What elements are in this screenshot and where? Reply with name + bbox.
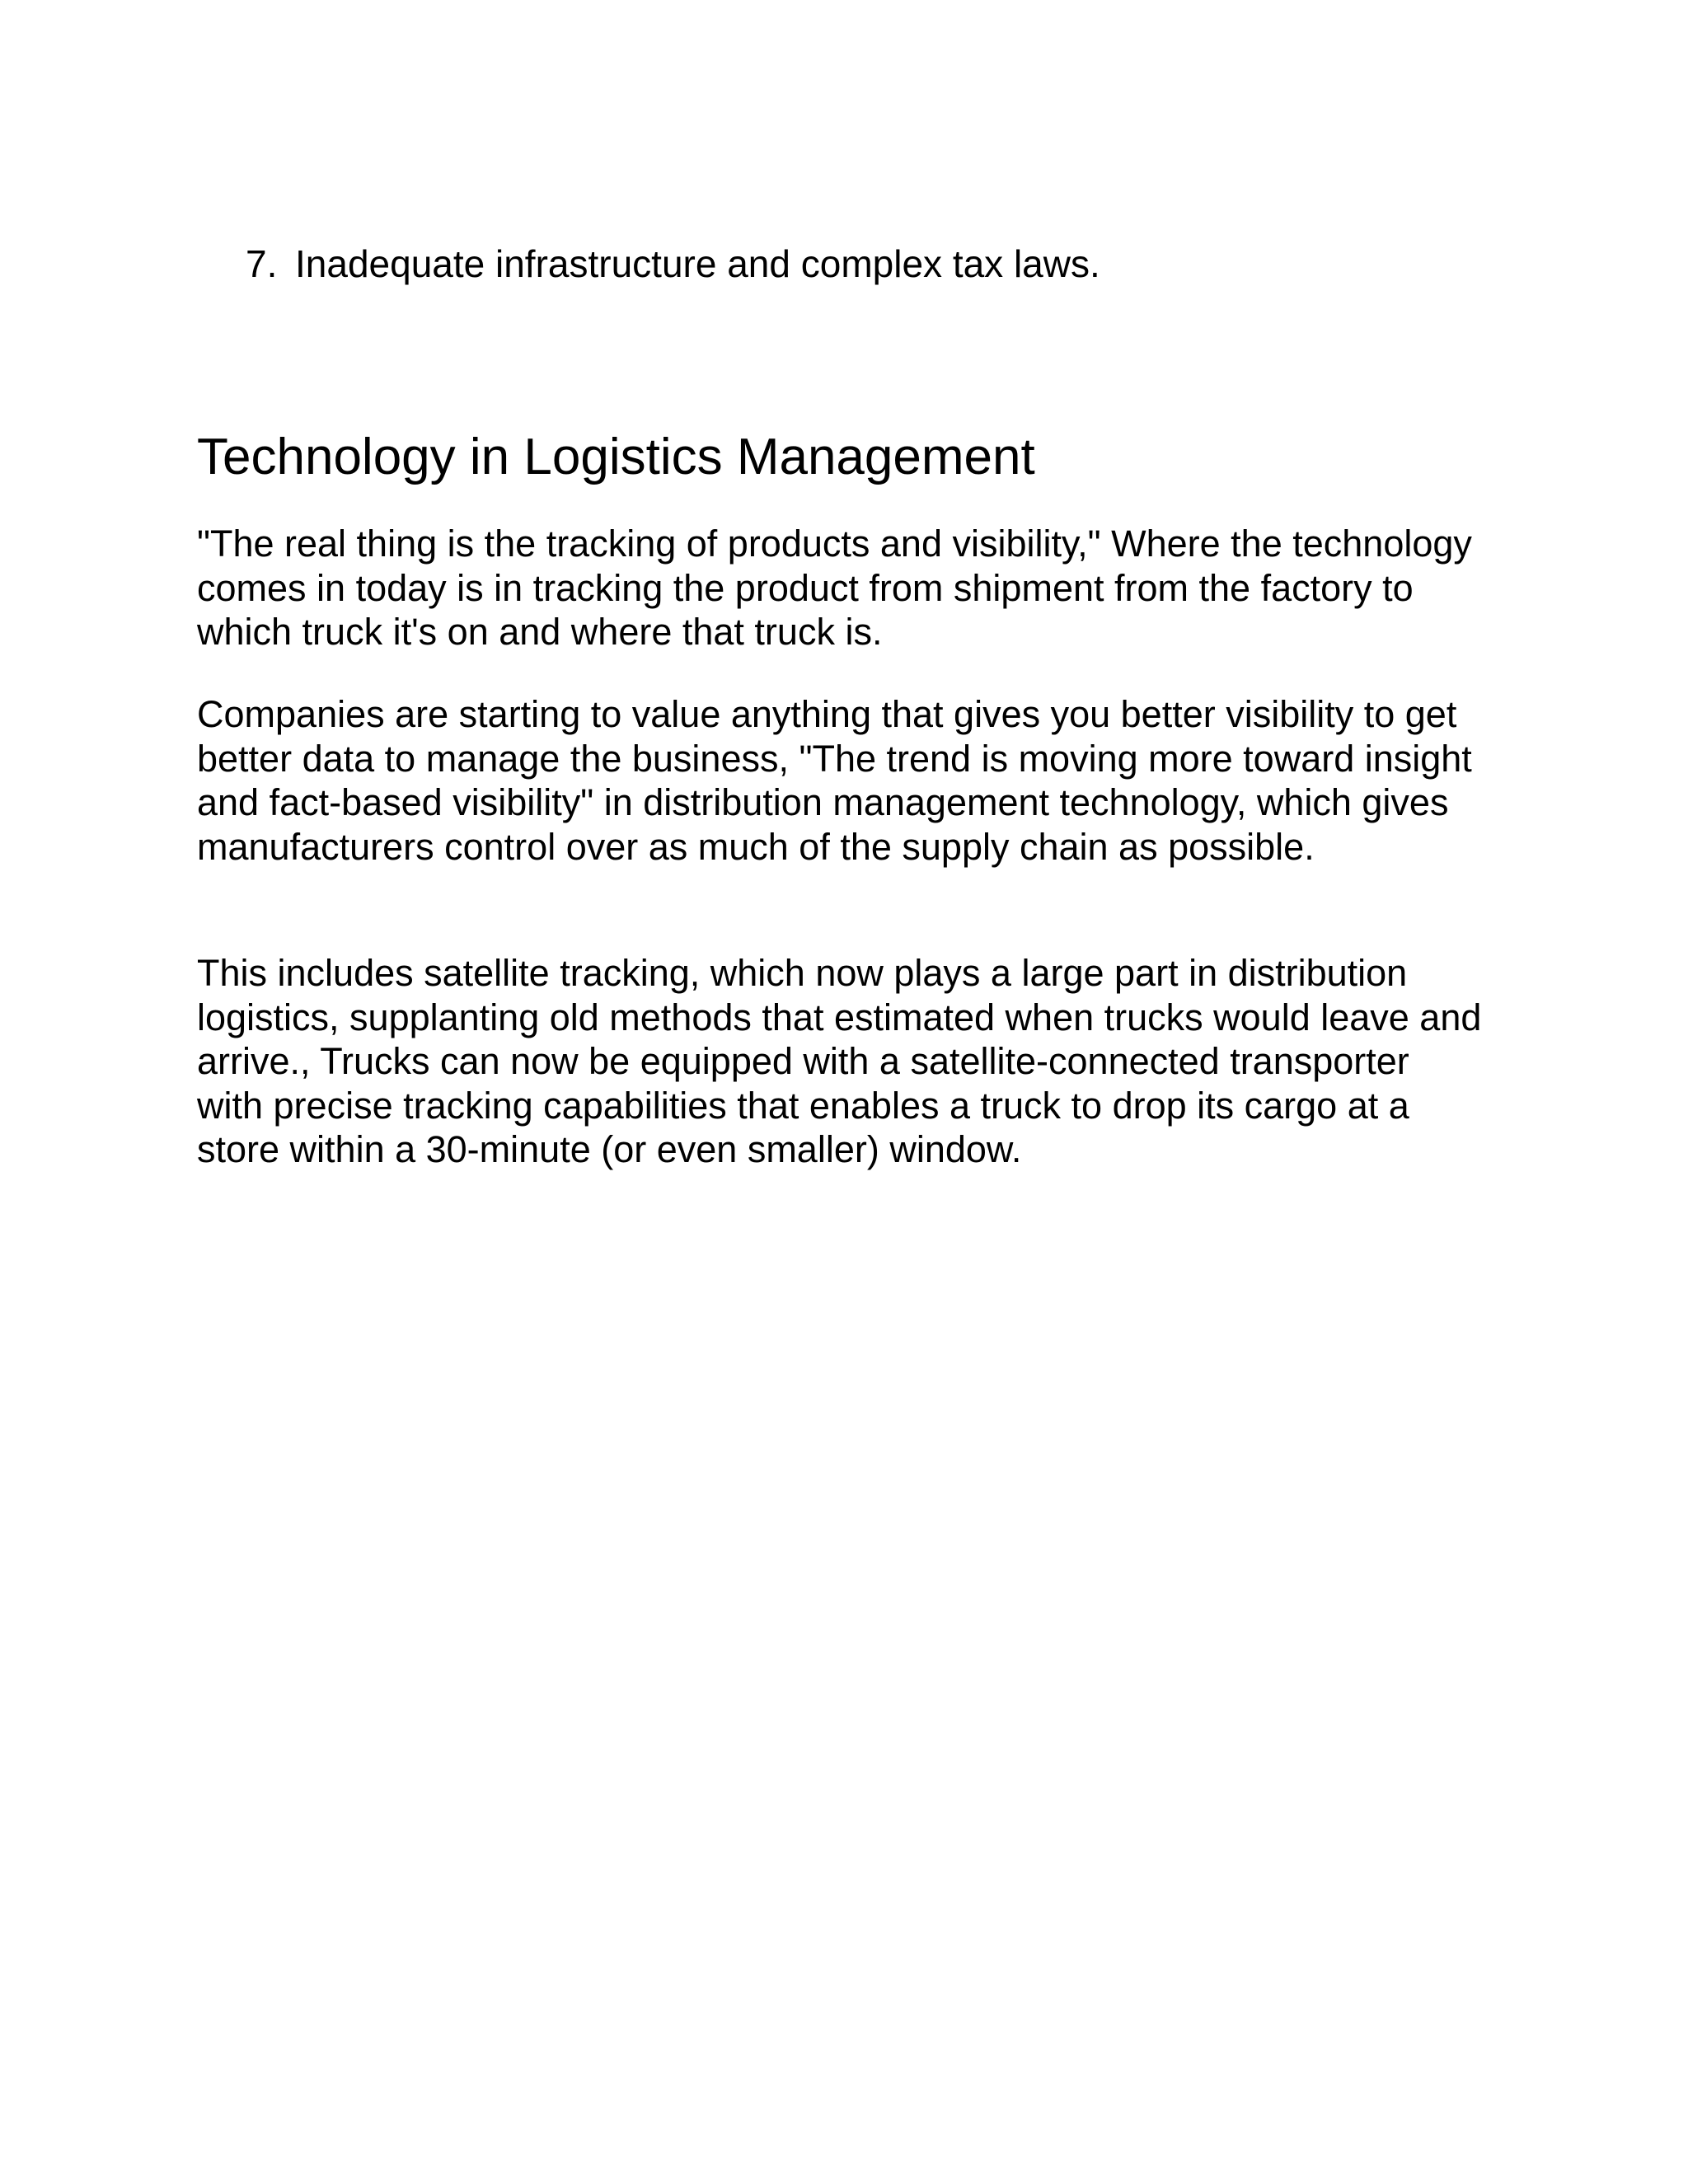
list-item-number: 7.: [246, 242, 278, 285]
paragraph-satellite: This includes satellite tracking, which now plays a large part in distribution logistics, supplanting old methods that estimated when trucks would leave and arrive., Trucks can now be equipped with a satellite-connected transporter with precise tracking capabilities that enables a truck to drop its cargo at a store within a 30-minute (or even smaller) window.: [197, 952, 1482, 1170]
paragraph-tracking: "The real thing is the tracking of products and visibility," Where the technology comes in today is in tracking the product from shipment from the factory to which truck it's on and where that truck is.: [197, 523, 1472, 653]
section-heading: Technology in Logistics Management: [197, 429, 1035, 485]
list-item-text: Inadequate infrastructure and complex tax laws.: [295, 242, 1100, 285]
list-item-7: [246, 239, 1100, 288]
paragraph-visibility: Companies are starting to value anything that gives you better visibility to get better data to manage the business, "The trend is moving more toward insight and fact-based visibility" in distribution management technology, which gives manufacturers control over as much of the supply chain as possible.: [197, 693, 1472, 868]
